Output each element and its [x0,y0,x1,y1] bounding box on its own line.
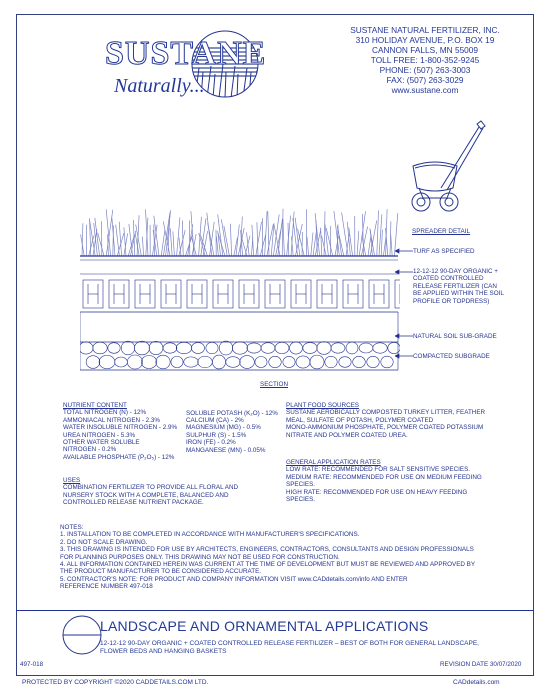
spreader-detail-label: SPREADER DETAIL [412,228,470,235]
subgrade-stone [359,343,373,353]
subgrade-stone [108,343,120,354]
grass-blade [278,219,283,256]
logo-brand: SUSTANE [105,35,267,72]
grass-blade [381,230,382,256]
subgrade-stone [367,356,379,367]
subgrade-stone [212,355,225,369]
grass-blade [377,210,379,256]
grass-blade [236,225,239,257]
company-fax: FAX: (507) 263-3029 [386,75,464,85]
subgrade-stone [232,342,247,354]
subgrade-stone [290,342,303,354]
subgrade-stone [115,357,128,367]
subgrade-stone [93,342,107,354]
natural-soil-label: NATURAL SOIL SUB-GRADE [413,333,497,340]
subgrade-stone [141,355,156,368]
nutrient-content-right: SOLUBLE POTASH (K₂O) - 12% CALCIUM (CA) - 2% MAGNESIUM (MG) - 0.5% SULPHUR (S) - 1.5% IRON (FE) - 0.2% MANGANESE (MN) - 0.05% [186,409,278,454]
subgrade-stone [325,356,337,367]
grass-blade [116,225,120,256]
subgrade-stone [296,356,310,368]
company-tollfree: TOLL FREE: 1-800-352-9245 [370,55,480,65]
grass-blade [210,222,215,256]
compacted-subgrade-pattern [80,341,400,369]
compacted-subgrade-label: COMPACTED SUBGRADE [413,353,490,360]
leader-lines [395,240,415,370]
nutrient-content: NUTRIENT CONTENT TOTAL NITROGEN (N) - 12% AMMONIACAL NITROGEN - 2.3% WATER INSOLUBLE NITROGEN - 2.9% UREA NITROGEN - 5.3% OTHER WATER SOLUBLE NITROGEN - 0.2% AVAILABLE PHOSPHATE (P₂O₅) - 12% [63,402,178,461]
subgrade-stone [99,355,115,368]
grass-blade [230,224,231,256]
subgrade-stone [275,342,289,353]
company-name: SUSTANE NATURAL FERTILIZER, INC. [350,25,500,35]
grass-blade [185,235,192,256]
fertilizer-label: 12-12-12 90-DAY ORGANIC + COATED CONTROLLED RELEASE FERTILIZER (CAN BE APPLIED WITHIN THE SOIL PROFILE OR TOPDRESS) [413,268,504,305]
company-address-1: 310 HOLIDAY AVENUE, P.O. BOX 19 [355,35,495,45]
subgrade-stone [121,341,135,355]
subgrade-stone [381,356,393,368]
subgrade-stone [219,341,232,355]
turf-grass [81,209,398,256]
subgrade-stone [269,356,281,367]
grass-blade [182,220,183,256]
grass-blade [295,218,300,256]
grass-blade [82,223,83,256]
grass-blade [283,218,285,256]
subgrade-stone [240,356,255,369]
subgrade-stone [192,343,205,354]
turf-label: TURF AS SPECIFIED [413,248,475,255]
footer-site-link[interactable]: CADdetails.com [453,679,500,686]
subgrade-stone [317,342,331,355]
plant-food-sources: PLANT FOOD SOURCES SUSTANE AEROBICALLY COMPOSTED TURKEY LITTER, FEATHER MEAL, SULFATE OF POTASH, POLYMER COATED MONO-AMMONIUM PHOSPHATE, POLYMER COATED POTASSIUM NITRATE AND POLYMER COATED UREA. [286,402,486,439]
subgrade-stone [86,356,100,369]
subgrade-stone [176,342,192,353]
grass-blade [257,222,258,256]
natural-soil-pattern [83,280,400,308]
copyright-notice: PROTECTED BY COPYRIGHT ©2020 CADDETAILS.COM LTD. [22,679,209,686]
grass-blade [161,230,165,256]
application-rates: GENERAL APPLICATION RATES LOW RATE: RECOMMENDED FOR SALT SENSITIVE SPECIES. MEDIUM RATE: RECOMMENDED FOR USE ON MEDIUM FEEDING SPECIES. HIGH RATE: RECOMMENDED FOR USE ON HEAVY FEEDING SPECIES. [286,459,482,504]
grass-blade [337,226,344,256]
spreader-illustration [395,118,490,218]
grass-blade [119,222,121,256]
grass-blade [173,232,175,257]
grass-blade [207,213,212,256]
grass-blade [265,211,268,256]
grass-blade [293,218,298,256]
grass-blade [256,222,262,256]
logo-tagline: Naturally... [114,75,205,97]
section-label: SECTION [260,381,288,388]
subgrade-stone [163,343,177,353]
subgrade-stone [206,342,218,353]
company-address-2: CANNON FALLS, MN 55009 [371,45,479,55]
subgrade-stone [134,341,149,355]
subgrade-stone [198,356,213,367]
grass-blade [282,209,283,256]
uses-section: USES COMBINATION FERTILIZER TO PROVIDE ALL FLORAL AND NURSERY STOCK WITH A COMPLETE, BALANCED AND CONTROLLED RELEASE NUTRIENT PACKAGE. [63,477,239,507]
grass-blade [142,237,143,256]
subgrade-stone [156,355,170,369]
grass-blade [216,236,218,256]
grass-blade [391,234,393,256]
company-phone: PHONE: (507) 263-3003 [379,65,471,75]
grass-blade [307,237,309,256]
grass-blade [321,228,322,256]
company-info [350,25,500,95]
subgrade-stone [184,357,198,367]
grass-blade [357,231,359,256]
drawing-title: LANDSCAPE AND ORNAMENTAL APPLICATIONS [100,618,429,634]
grass-blade [170,228,172,256]
drawing-subtitle: 12-12-12 90-DAY ORGANIC + COATED CONTROLLED RELEASE FERTILIZER – BEST OF BOTH FOR GENERAL LANDSCAPE, FLOWER BEDS AND HANGING BASKETS [100,640,479,655]
subgrade-stone [373,343,387,353]
subgrade-stone [149,341,163,354]
grass-blade [177,217,180,256]
subgrade-stone [339,357,351,368]
grass-blade [311,233,313,257]
subgrade-stone [346,342,358,354]
subgrade-stone [247,343,261,353]
subgrade-stone [171,356,183,367]
subgrade-stone [303,343,317,354]
subgrade-stone [353,356,366,367]
revision-date: REVISION DATE 30/07/2020 [440,661,522,668]
subgrade-stone [331,343,345,353]
grass-blade [108,234,109,256]
company-website[interactable]: www.sustane.com [391,85,459,95]
grass-blade [252,225,254,256]
subgrade-stone [283,356,295,367]
grass-blade [361,227,367,257]
section-drawing [80,200,400,375]
subgrade-stone [255,357,267,368]
subgrade-stone [80,342,93,354]
grass-blade [288,223,289,256]
grass-blade [112,218,115,256]
subgrade-stone [226,357,240,368]
grass-blade [247,232,250,256]
notes-section: NOTES: 1. INSTALLATION TO BE COMPLETED IN ACCORDANCE WITH MANUFACTURER'S SPECIFICATIONS. 2. DO NOT SCALE DRAWING. 3. THIS DRAWING IS INTENDED FOR USE BY ARCHITECTS, ENGINEERS, CONTRACTORS, CONSULTANTS AND DESIGN PROFESSIONALS FOR PLANNING PURPOSES ONLY. THIS DRAWING MAY NOT BE USED FOR CONSTRUCTION. 4. ALL INFORMATION CONTAINED HEREIN WAS CURRENT AT THE TIME OF DEVELOPMENT BUT MUST BE REVIEWED AND APPROVED BY THE PRODUCT MANUFACTURER TO BE CONSIDERED ACCURATE. 5. CONTRACTOR'S NOTE: FOR PRODUCT AND COMPANY INFORMATION VISIT www.CADdetails.com/info AND ENTER REFERENCE NUMBER 497-018 [60,524,476,591]
grass-blade [98,233,104,256]
subgrade-stone [310,355,324,369]
subgrade-stone [261,343,275,354]
subgrade-stone [127,355,142,369]
reference-number: 497-018 [20,661,44,668]
